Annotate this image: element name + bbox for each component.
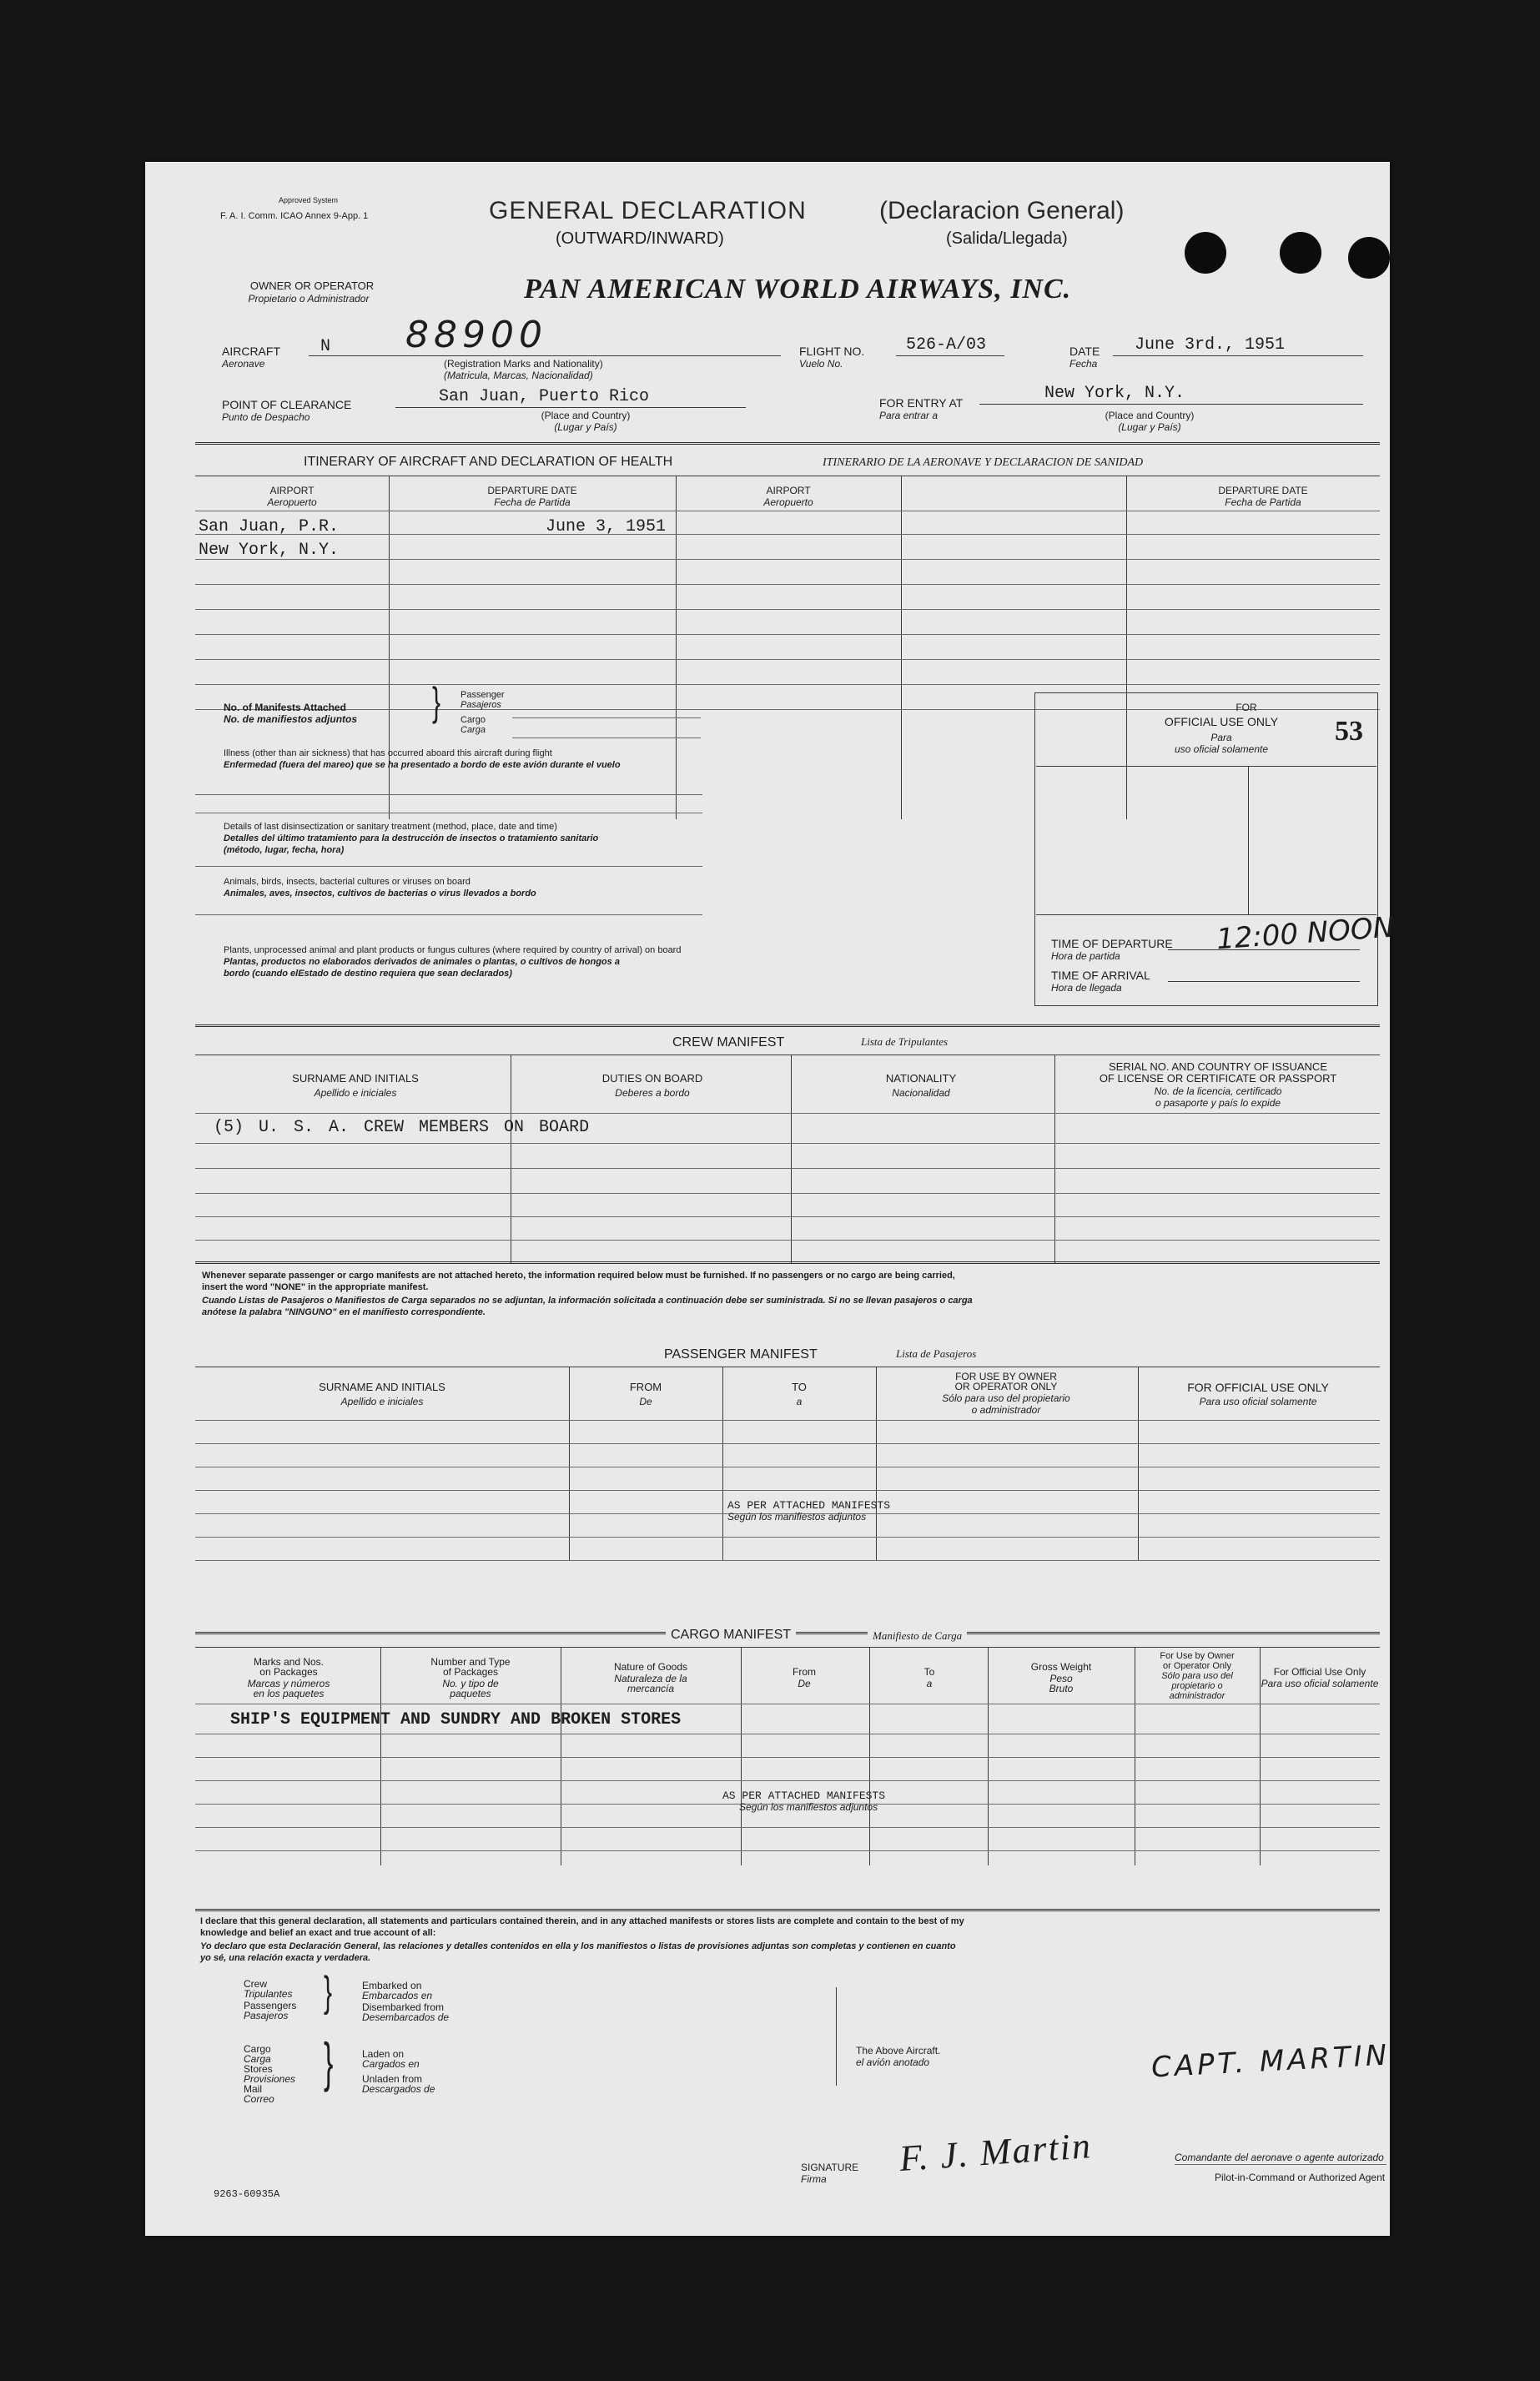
notice-en-2: insert the word "NONE" in the appropriate manifest. [202,1282,429,1292]
declaration-es-1: Yo declaro que esta Declaración General, las relaciones y detalles contenidos en ella y los manifiestos o listas de provisiones adjuntas son completas y contienen en cuanto [200,1941,956,1951]
crew-col-serial-es1: No. de la licencia, certificado [1154,1085,1282,1097]
pax-entry-es: Según los manifiestos adjuntos [727,1511,867,1523]
cargo-entry-2: AS PER ATTACHED MANIFESTS [722,1790,886,1802]
clearance-note-es: (Lugar y País) [554,421,617,433]
decl-aircraft-ref: The Above Aircraft. [856,2045,941,2056]
illness-text: Illness (other than air sickness) that has occurred aboard this aircraft during flight [224,748,552,758]
cargo-col-weight-es1: Peso [1049,1673,1073,1684]
crew-col-duties-es: Deberes a bordo [615,1087,690,1099]
official-use-label-2: OFFICIAL USE ONLY [1164,715,1279,728]
cargo-col-owner-es1: Sólo para uso del [1161,1671,1233,1681]
declaration-en-2: knowledge and belief an exact and true account of all: [200,1928,436,1938]
crew-col-serial-1: SERIAL NO. AND COUNTRY OF ISSUANCE [1109,1060,1327,1073]
pax-col-owner-es1: Sólo para uso del propietario [942,1392,1070,1404]
cargo-col-weight-es2: Bruto [1049,1683,1074,1694]
plants-text: Plants, unprocessed animal and plant products or fungus cultures (where required by country of arrival) on board [224,945,682,955]
decl-pax: Passengers [244,2000,297,2011]
signature-label-es: Firma [801,2173,827,2185]
cargo-col-official: For Official Use Only [1273,1666,1366,1678]
pax-col-to-es: a [796,1396,803,1407]
signer-title: Pilot-in-Command or Authorized Agent [1215,2172,1386,2183]
crew-col-surname-es: Apellido e iniciales [314,1087,397,1099]
manifests-label: No. of Manifests Attached [224,702,346,713]
itin-airport-1: AIRPORT [269,485,315,496]
declaration-en-1: I declare that this general declaration, all statements and particulars contained therein, and in any attached manifests or stores lists are complete and contain to the best of my [200,1916,964,1926]
pax-col-to: TO [792,1381,807,1393]
decl-crew-es: Tripulantes [244,1988,293,2000]
decl-pax-es: Pasajeros [244,2010,289,2021]
decl-laden-es: Cargados en [362,2058,420,2070]
decl-embarked-es: Embarcados en [362,1990,433,2001]
animals-text-es: Animales, aves, insectos, cultivos de bacterias o virus llevados a bordo [224,888,536,899]
itin-airport-2: AIRPORT [766,485,811,496]
cargo-col-packages-es1: No. y tipo de [442,1678,499,1689]
official-use-label-es1: Para [1210,732,1232,743]
brace-manifests: } [432,680,441,725]
decl-embarked: Embarked on [362,1980,422,1991]
cargo-col-owner-1: For Use by Owner [1160,1651,1235,1661]
decl-cargo-es: Carga [244,2053,271,2065]
official-use-label-1: FOR [1236,702,1257,713]
cargo-title: CARGO MANIFEST [666,1628,796,1642]
notice-es-2: anótese la palabra "NINGUNO" en el manifiesto correspondiente. [202,1307,486,1317]
plants-text-es: Plantas, productos no elaborados derivados de animales o plantas, o cultivos de hongos a [224,957,620,967]
itin-row2-airport: New York, N.Y. [199,541,340,560]
form-subtitle-es: (Salida/Llegada) [946,229,1068,248]
animals-text: Animals, birds, insects, bacterial cultures or viruses on board [224,877,471,887]
entry-value: New York, N.Y. [1044,384,1185,403]
cargo-col-owner-2: or Operator Only [1163,1661,1231,1671]
cargo-col-weight: Gross Weight [1030,1661,1092,1673]
cargo-entry: SHIP'S EQUIPMENT AND SUNDRY AND BROKEN STORES [230,1710,682,1729]
crew-col-surname: SURNAME AND INITIALS [292,1072,419,1085]
disinfection-text: Details of last disinsectization or sanitary treatment (method, place, date and time) [224,822,557,832]
cargo-col-packages-2: of Packages [442,1666,499,1678]
itin-departure-2: DEPARTURE DATE [1218,485,1308,496]
pax-col-owner-1: FOR USE BY OWNER [955,1371,1057,1382]
signature: F. J. Martin [898,2125,1094,2179]
decl-aircraft-ref-es: el avión anotado [856,2056,930,2068]
pax-col-official-es: Para uso oficial solamente [1199,1396,1317,1407]
pax-col-surname-es: Apellido e iniciales [340,1396,424,1407]
cargo-col-marks-es2: en los paquetes [253,1688,325,1699]
official-use-label-es2: uso oficial solamente [1174,743,1269,755]
aircraft-label: AIRCRAFT [222,345,280,358]
itin-airport-2-es: Aeropuerto [763,496,813,508]
decl-mail: Mail [244,2083,263,2095]
punch-hole [1348,237,1390,279]
crew-title-es: Lista de Tripulantes [861,1035,949,1048]
itin-row1-date: June 3, 1951 [546,517,667,536]
passenger-title-es: Lista de Pasajeros [896,1347,977,1360]
entry-label-es: Para entrar a [879,410,939,421]
brace-crew: } [324,1969,333,2016]
itin-departure-1-es: Fecha de Partida [494,496,571,508]
disinfection-text-es2: (método, lugar, fecha, hora) [224,845,345,855]
clearance-label-es: Punto de Despacho [222,411,310,423]
approval-ref: F. A. I. Comm. ICAO Annex 9-App. 1 [220,211,369,221]
manifests-label-es: No. de manifiestos adjuntos [224,713,358,725]
cargo-col-marks-1: Marks and Nos. [253,1656,325,1668]
decl-stores: Stores [244,2063,273,2075]
illness-text-es: Enfermedad (fuera del mareo) que se ha presentado a bordo de este avión durante el vuelo [224,760,621,770]
crew-entry: (5) U. S. A. CREW MEMBERS ON BOARD [214,1118,590,1137]
manifest-cargo-es: Carga [460,725,486,735]
pax-col-official: FOR OFFICIAL USE ONLY [1187,1381,1329,1394]
official-number: 53 [1335,716,1363,747]
cargo-col-from: From [793,1666,816,1678]
declaration-es-2: yo sé, una relación exacta y verdadera. [200,1953,371,1963]
itin-departure-2-es: Fecha de Partida [1225,496,1301,508]
manifest-cargo: Cargo [460,715,486,725]
crew-col-nationality-es: Nacionalidad [892,1087,950,1099]
signature-label: SIGNATURE [801,2162,859,2173]
itin-airport-1-es: Aeropuerto [267,496,317,508]
disinfection-text-es: Detalles del último tratamiento para la destrucción de insectos o tratamiento sanitario [224,833,599,843]
registration-note-es: (Matricula, Marcas, Nacionalidad) [444,370,593,381]
date-value: June 3rd., 1951 [1135,335,1286,355]
cargo-col-packages-es2: paquetes [450,1688,491,1699]
form-number: 9263-60935A [214,2188,280,2200]
plants-text-es2: bordo (cuando elEstado de destino requiera que sean declarados) [224,969,512,979]
crew-col-serial-2: OF LICENSE OR CERTIFICATE OR PASSPORT [1099,1072,1337,1085]
punch-hole [1185,232,1226,274]
manifest-passenger: Passenger [460,690,505,700]
aircraft-registration: 88900 [405,314,547,356]
pax-col-from: FROM [629,1381,662,1393]
clearance-value: San Juan, Puerto Rico [439,387,650,406]
date-label: DATE [1069,345,1100,358]
decl-stores-es: Provisiones [244,2073,296,2085]
cargo-col-nature: Nature of Goods [613,1661,688,1673]
entry-label: FOR ENTRY AT [879,396,964,410]
decl-unladen: Unladen from [362,2073,423,2085]
decl-cargo: Cargo [244,2043,271,2055]
cargo-col-to: To [923,1666,935,1678]
flight-label: FLIGHT NO. [799,345,865,358]
cargo-entry-2-es: Según los manifiestos adjuntos [739,1801,878,1813]
itinerary-title: ITINERARY OF AIRCRAFT AND DECLARATION OF HEALTH [304,455,673,469]
flight-number: 526-A/03 [906,335,987,355]
pax-col-owner-es2: o administrador [971,1404,1041,1416]
aircraft-label-es: Aeronave [222,358,265,370]
signer-title-es: Comandante del aeronave o agente autorizado [1175,2152,1384,2163]
cargo-col-owner-es2: propietario o [1171,1681,1223,1691]
form-subtitle: (OUTWARD/INWARD) [556,229,724,248]
decl-disembarked: Disembarked from [362,2001,445,2013]
decl-unladen-es: Descargados de [362,2083,435,2095]
decl-disembarked-es: Desembarcados de [362,2011,450,2023]
passenger-title: PASSENGER MANIFEST [664,1347,818,1362]
arrival-time-label-es: Hora de llegada [1051,982,1122,994]
itin-row1-airport: San Juan, P.R. [199,517,340,536]
registration-note: (Registration Marks and Nationality) [444,358,603,370]
pax-col-owner-2: OR OPERATOR ONLY [954,1381,1058,1392]
form-title-es: (Declaracion General) [879,197,1125,224]
cargo-col-packages-1: Number and Type [430,1656,511,1668]
itinerary-title-es: ITINERARIO DE LA AERONAVE Y DECLARACION DE SANIDAD [823,456,1144,469]
cargo-col-marks-2: on Packages [259,1666,318,1678]
departure-time-label: TIME OF DEPARTURE [1051,937,1173,950]
departure-time-label-es: Hora de partida [1051,950,1120,962]
cargo-col-from-es: De [798,1678,811,1689]
owner-label-es: Propietario o Administrador [248,293,370,305]
decl-crew: Crew [244,1978,268,1990]
notice-es-1: Cuando Listas de Pasajeros o Manifiestos de Carga separados no se adjuntan, la información solicitada a continuación debe ser suministrada. Si no se llevan pasajeros o carga [202,1296,973,1306]
pax-entry: AS PER ATTACHED MANIFESTS [727,1499,891,1512]
flight-label-es: Vuelo No. [799,358,843,370]
approval-note: Approved System [279,196,339,204]
clearance-label: POINT OF CLEARANCE [222,398,352,411]
manifest-passenger-es: Pasajeros [460,700,501,710]
notice-en-1: Whenever separate passenger or cargo manifests are not attached hereto, the information required below must be furnished. If no passengers or no cargo are being carried, [202,1271,955,1281]
decl-laden: Laden on [362,2048,405,2060]
clearance-note: (Place and Country) [541,410,631,421]
cargo-col-to-es: a [926,1678,933,1689]
aircraft-prefix: N [320,337,331,356]
brace-cargo: } [324,2032,334,2094]
pax-col-from-es: De [639,1396,652,1407]
arrival-time-label: TIME OF ARRIVAL [1051,969,1150,982]
cargo-col-marks-es1: Marcas y números [247,1678,330,1689]
owner-label: OWNER OR OPERATOR [249,279,375,292]
declaration-form [145,162,1396,2236]
crew-col-nationality: NATIONALITY [885,1072,957,1085]
cargo-title-es: Manifiesto de Carga [868,1630,967,1641]
cargo-col-owner-es3: administrador [1169,1691,1225,1701]
cargo-col-nature-es2: mercancía [627,1683,675,1694]
pax-col-surname: SURNAME AND INITIALS [319,1381,445,1393]
entry-note-es: (Lugar y País) [1118,421,1181,433]
form-title: GENERAL DECLARATION [489,197,807,224]
entry-note: (Place and Country) [1105,410,1195,421]
crew-col-duties: DUTIES ON BOARD [601,1072,703,1085]
crew-col-serial-es2: o pasaporte y país lo expide [1155,1097,1281,1109]
crew-title: CREW MANIFEST [672,1035,785,1050]
decl-mail-es: Correo [244,2093,274,2105]
owner-value: PAN AMERICAN WORLD AIRWAYS, INC. [524,274,1072,305]
punch-hole [1280,232,1321,274]
departure-time-value: 12:00 NOON [1215,910,1396,957]
date-label-es: Fecha [1069,358,1098,370]
captain-name: CAPT. MARTIN [1150,2038,1392,2085]
cargo-col-official-es: Para uso oficial solamente [1261,1678,1379,1689]
itin-departure-1: DEPARTURE DATE [487,485,577,496]
cargo-col-nature-es1: Naturaleza de la [614,1673,687,1684]
